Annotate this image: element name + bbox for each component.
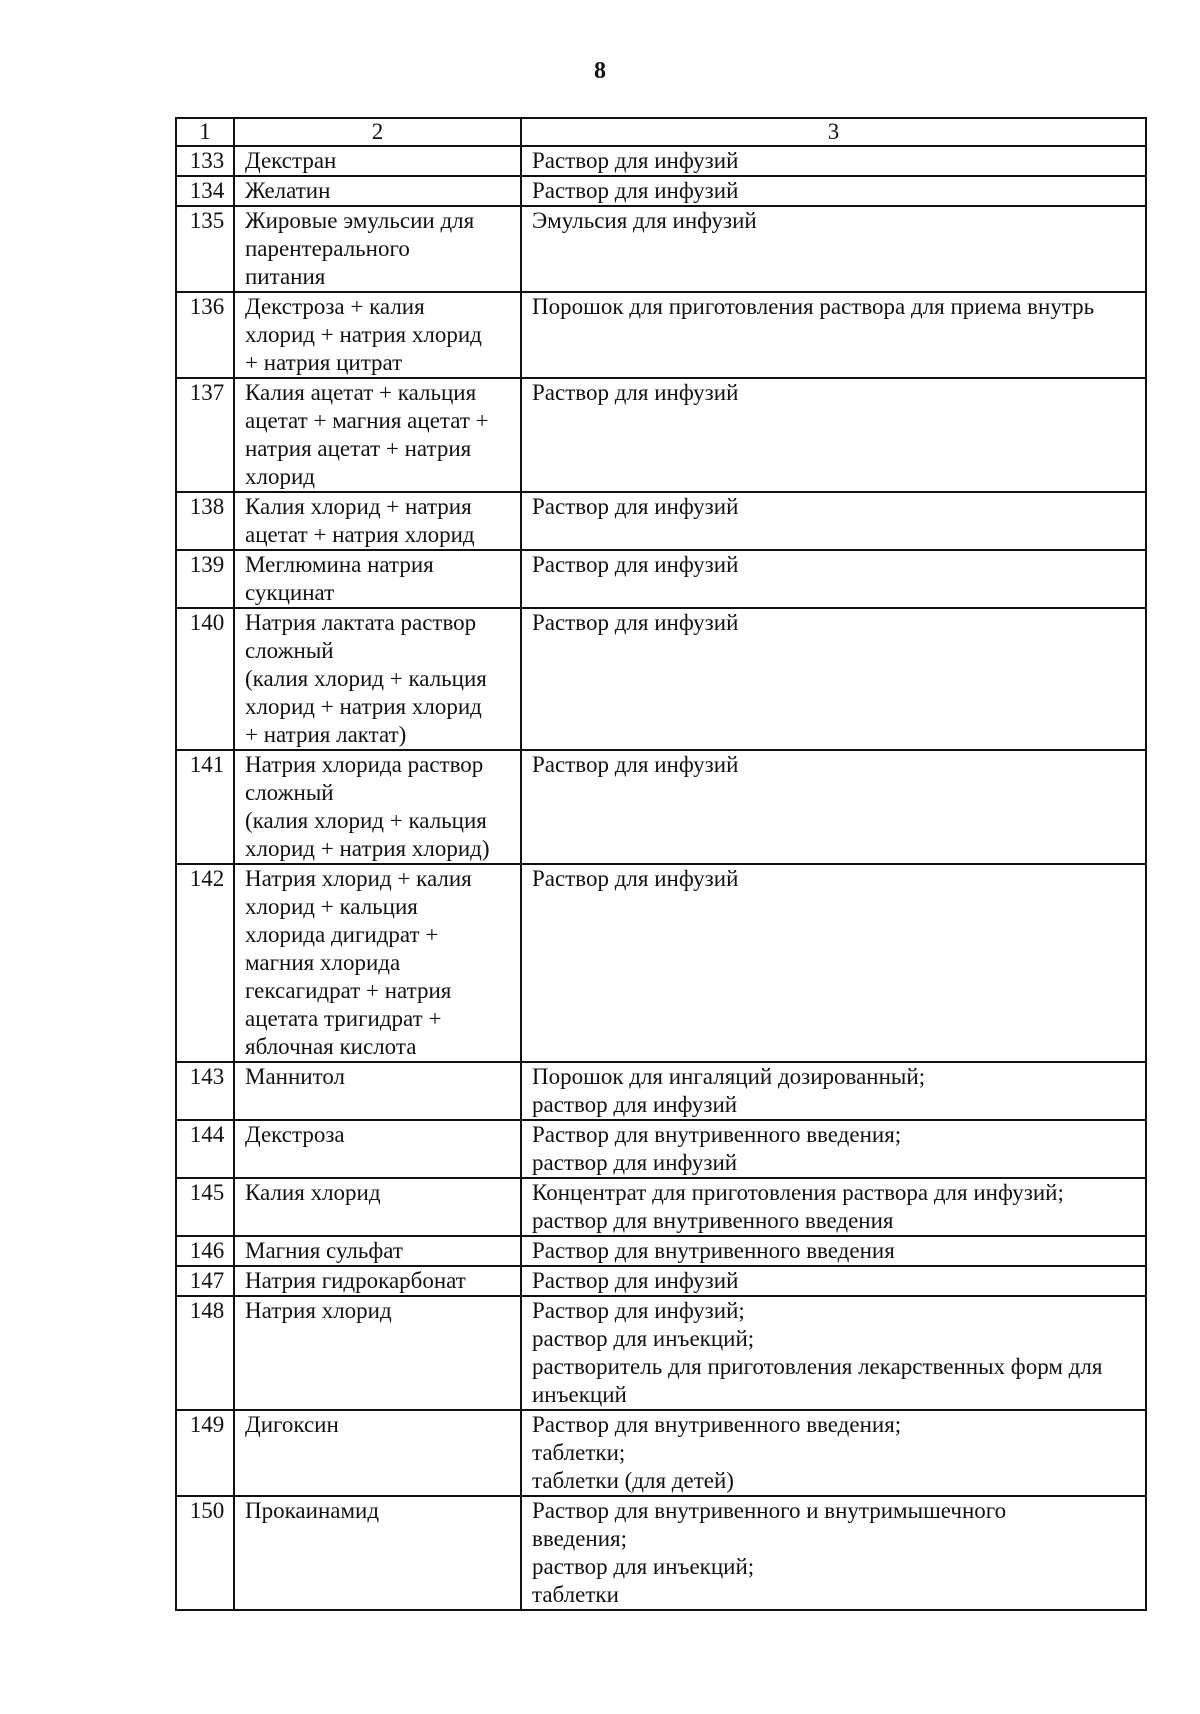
drug-name-cell — [234, 1062, 521, 1120]
dosage-form-line: Раствор для внутривенного введения — [532, 1238, 895, 1263]
drug-name-line: яблочная кислота — [245, 1034, 417, 1059]
dosage-form-cell — [521, 1120, 1146, 1178]
row-number: 145 — [176, 1178, 234, 1236]
dosage-form-line: таблетки; — [532, 1440, 626, 1465]
dosage-form-cell — [521, 608, 1146, 750]
dosage-form-line: Раствор для инфузий — [532, 552, 739, 577]
drug-name-line: хлорид — [245, 464, 315, 489]
dosage-form-line: Раствор для инфузий — [532, 148, 739, 173]
drug-name-line: Желатин — [245, 178, 331, 203]
drug-name-line: Декстроза — [245, 1122, 345, 1147]
page-number: 8 — [594, 58, 606, 84]
dosage-form-cell — [521, 750, 1146, 864]
drug-name-line: Натрия хлорид + калия — [245, 866, 472, 891]
dosage-form-line: Раствор для инфузий — [532, 1268, 739, 1293]
dosage-form-line: раствор для инфузий — [532, 1092, 738, 1117]
dosage-form-cell — [521, 492, 1146, 550]
drug-name-line: хлорид + кальция — [245, 894, 418, 919]
drug-name-line: Прокаинамид — [245, 1498, 380, 1523]
drug-name-line: гексагидрат + натрия — [245, 978, 452, 1003]
dosage-form-cell — [521, 1410, 1146, 1496]
table-row — [176, 550, 1146, 608]
drug-name-line: Калия ацетат + кальция — [245, 380, 477, 405]
table-row — [176, 206, 1146, 292]
dosage-form-line: раствор для внутривенного введения — [532, 1208, 894, 1233]
drug-name-line: ацетат + натрия хлорид — [245, 522, 475, 547]
drug-name-cell — [234, 550, 521, 608]
drug-name-line: Натрия лактата раствор — [245, 610, 477, 635]
drug-name-cell — [234, 1236, 521, 1266]
drug-name-line: ацетат + магния ацетат + — [245, 408, 489, 433]
drug-name-line: Декстран — [245, 148, 337, 173]
dosage-form-cell — [521, 292, 1146, 378]
drug-name-line: парентерального — [245, 236, 410, 261]
drug-name-cell — [234, 864, 521, 1062]
table-row — [176, 1178, 1146, 1236]
drug-name-cell — [234, 608, 521, 750]
drug-name-line: + натрия цитрат — [245, 350, 403, 375]
dosage-form-cell — [521, 146, 1146, 176]
drug-name-cell — [234, 1296, 521, 1410]
dosage-form-line: таблетки (для детей) — [532, 1468, 734, 1493]
drug-name-line: сукцинат — [245, 580, 335, 605]
row-number: 150 — [176, 1496, 234, 1610]
row-number: 135 — [176, 206, 234, 292]
row-number: 147 — [176, 1266, 234, 1296]
dosage-form-line: растворитель для приготовления лекарственных форм для — [532, 1354, 1103, 1379]
dosage-form-cell — [521, 1496, 1146, 1610]
dosage-form-cell — [521, 176, 1146, 206]
drug-name-line: хлорид + натрия хлорид — [245, 694, 482, 719]
dosage-form-line: Эмульсия для инфузий — [532, 208, 757, 233]
drug-name-line: сложный — [245, 638, 334, 663]
dosage-form-line: Раствор для внутривенного введения; — [532, 1122, 902, 1147]
table-row — [176, 1410, 1146, 1496]
dosage-form-cell — [521, 1266, 1146, 1296]
dosage-form-cell — [521, 206, 1146, 292]
row-number: 142 — [176, 864, 234, 1062]
drug-name-line: (калия хлорид + кальция — [245, 808, 487, 833]
dosage-form-line: Раствор для инфузий — [532, 866, 739, 891]
table-row — [176, 1496, 1146, 1610]
table-row — [176, 608, 1146, 750]
row-number: 137 — [176, 378, 234, 492]
table-row — [176, 750, 1146, 864]
row-number: 140 — [176, 608, 234, 750]
drug-name-cell — [234, 1410, 521, 1496]
row-number: 134 — [176, 176, 234, 206]
drug-name-line: магния хлорида — [245, 950, 401, 975]
drug-name-cell — [234, 146, 521, 176]
drug-name-line: Натрия хлорид — [245, 1298, 392, 1323]
table-row — [176, 1236, 1146, 1266]
drug-name-cell — [234, 1120, 521, 1178]
table-row — [176, 864, 1146, 1062]
row-number: 149 — [176, 1410, 234, 1496]
dosage-form-line: Раствор для инфузий — [532, 380, 739, 405]
drug-name-line: Жировые эмульсии для — [245, 208, 475, 233]
drug-name-cell — [234, 206, 521, 292]
table-row — [176, 492, 1146, 550]
table-row — [176, 378, 1146, 492]
dosage-form-cell — [521, 378, 1146, 492]
dosage-form-line: раствор для инъекций; — [532, 1554, 755, 1579]
drug-name-line: натрия ацетат + натрия — [245, 436, 472, 461]
drug-name-line: Маннитол — [245, 1064, 346, 1089]
drug-name-cell — [234, 750, 521, 864]
drug-name-line: Меглюмина натрия — [245, 552, 434, 577]
drug-name-cell — [234, 378, 521, 492]
dosage-form-line: инъекций — [532, 1382, 627, 1407]
drug-name-cell — [234, 1178, 521, 1236]
dosage-form-cell — [521, 1178, 1146, 1236]
table-row — [176, 1296, 1146, 1410]
dosage-form-line: Порошок для ингаляций дозированный; — [532, 1064, 926, 1089]
dosage-form-line: Концентрат для приготовления раствора для инфузий; — [532, 1180, 1064, 1205]
dosage-form-line: Раствор для инфузий — [532, 610, 739, 635]
row-number: 133 — [176, 146, 234, 176]
dosage-form-line: таблетки — [532, 1582, 619, 1607]
drug-name-cell — [234, 292, 521, 378]
drug-name-line: Натрия гидрокарбонат — [245, 1268, 466, 1293]
row-number: 139 — [176, 550, 234, 608]
table-body — [176, 146, 1146, 1610]
drug-name-line: ацетата тригидрат + — [245, 1006, 442, 1031]
row-number: 138 — [176, 492, 234, 550]
row-number: 146 — [176, 1236, 234, 1266]
header-col-2: 2 — [234, 118, 521, 146]
dosage-form-cell — [521, 1236, 1146, 1266]
dosage-form-cell — [521, 1062, 1146, 1120]
drug-name-line: (калия хлорид + кальция — [245, 666, 487, 691]
row-number: 144 — [176, 1120, 234, 1178]
drug-table — [175, 117, 1147, 1611]
header-col-1: 1 — [176, 118, 234, 146]
drug-name-line: Калия хлорид + натрия — [245, 494, 472, 519]
drug-name-line: + натрия лактат) — [245, 722, 407, 747]
row-number: 141 — [176, 750, 234, 864]
table-row — [176, 292, 1146, 378]
drug-name-cell — [234, 1496, 521, 1610]
dosage-form-line: раствор для инъекций; — [532, 1326, 755, 1351]
row-number: 143 — [176, 1062, 234, 1120]
table-row — [176, 1062, 1146, 1120]
drug-name-line: хлорид + натрия хлорид — [245, 322, 482, 347]
drug-name-cell — [234, 492, 521, 550]
drug-name-cell — [234, 176, 521, 206]
dosage-form-line: Раствор для внутривенного введения; — [532, 1412, 902, 1437]
dosage-form-line: Раствор для инфузий — [532, 752, 739, 777]
drug-name-line: Дигоксин — [245, 1412, 339, 1437]
header-row — [176, 118, 1146, 146]
drug-name-line: Магния сульфат — [245, 1238, 403, 1263]
dosage-form-cell — [521, 1296, 1146, 1410]
dosage-form-cell — [521, 864, 1146, 1062]
dosage-form-line: Раствор для внутривенного и внутримышечного — [532, 1498, 1007, 1523]
dosage-form-line: Раствор для инфузий — [532, 494, 739, 519]
dosage-form-line: введения; — [532, 1526, 627, 1551]
drug-name-line: Декстроза + калия — [245, 294, 425, 319]
drug-name-line: питания — [245, 264, 326, 289]
drug-name-line: хлорида дигидрат + — [245, 922, 439, 947]
dosage-form-line: раствор для инфузий — [532, 1150, 738, 1175]
drug-name-cell — [234, 1266, 521, 1296]
drug-name-line: сложный — [245, 780, 334, 805]
row-number: 136 — [176, 292, 234, 378]
header-col-3: 3 — [521, 118, 1146, 146]
table-row — [176, 1120, 1146, 1178]
dosage-form-line: Порошок для приготовления раствора для приема внутрь — [532, 294, 1095, 319]
table-row — [176, 146, 1146, 176]
dosage-form-line: Раствор для инфузий; — [532, 1298, 745, 1323]
dosage-form-line: Раствор для инфузий — [532, 178, 739, 203]
drug-name-line: хлорид + натрия хлорид) — [245, 836, 490, 861]
table-row — [176, 1266, 1146, 1296]
row-number: 148 — [176, 1296, 234, 1410]
table-row — [176, 176, 1146, 206]
dosage-form-cell — [521, 550, 1146, 608]
drug-name-line: Натрия хлорида раствор — [245, 752, 484, 777]
drug-name-line: Калия хлорид — [245, 1180, 381, 1205]
